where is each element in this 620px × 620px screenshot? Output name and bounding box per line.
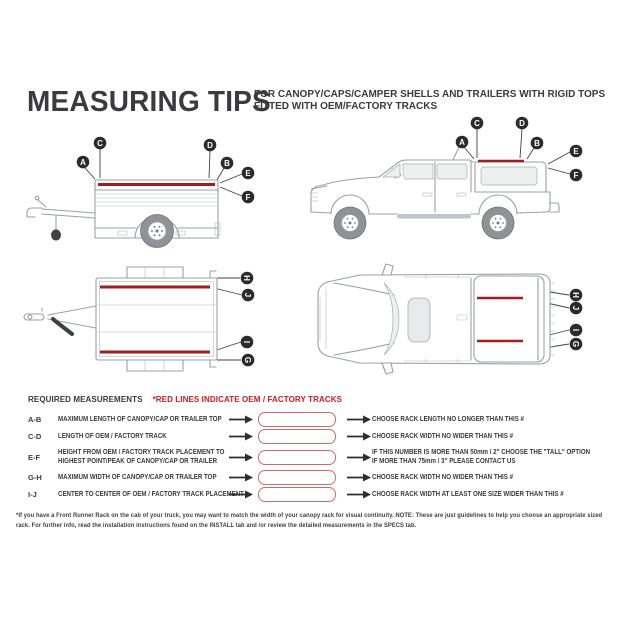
label-badge-j <box>570 302 583 315</box>
svg-text:D: D <box>519 119 525 128</box>
truck-front-wheel <box>334 207 366 239</box>
row-note: CHOOSE RACK WIDTH AT LEAST ONE SIZE WIDER THAN THIS # <box>372 490 564 498</box>
measurement-entry-box[interactable] <box>258 412 336 427</box>
arrow-right-icon <box>228 432 254 441</box>
label-badge-i <box>241 336 254 349</box>
section-title: REQUIRED MEASUREMENTS <box>28 395 143 404</box>
svg-text:C: C <box>474 119 480 128</box>
svg-text:A: A <box>459 138 465 147</box>
row-description: MAXIMUM WIDTH OF CANOPY/CAP OR TRAILER TOP <box>58 473 217 481</box>
label-badge-b <box>221 157 234 170</box>
row-note-line1: IF THIS NUMBER IS MORE THAN 50mm / 2" CHOOSE THE "TALL" OPTION <box>372 448 591 456</box>
label-badge-h <box>241 272 254 285</box>
arrow-right-icon <box>228 473 254 482</box>
row-id: G-H <box>28 473 42 482</box>
row-note-line2: IF MORE THAN 75mm / 3" PLEASE CONTACT US <box>372 458 516 465</box>
subtitle-line-2: FITTED WITH OEM/FACTORY TRACKS <box>254 100 438 112</box>
arrow-right-icon <box>346 453 372 462</box>
row-description: MAXIMUM LENGTH OF CANOPY/CAP OR TRAILER TOP <box>58 415 222 423</box>
measurement-row-ij <box>28 486 604 503</box>
label-badge-g <box>242 354 255 367</box>
row-id: I-J <box>28 490 37 499</box>
measurement-entry-box[interactable] <box>258 429 336 444</box>
row-note: CHOOSE RACK WIDTH NO WIDER THAN THIS # <box>372 432 514 440</box>
page-title: MEASURING TIPS <box>27 85 271 118</box>
arrow-right-icon <box>346 490 372 499</box>
label-badge-e <box>242 167 255 180</box>
trailer-top-tongue <box>24 306 96 334</box>
measurement-row-cd <box>28 428 604 445</box>
row-id: A-B <box>28 415 42 424</box>
row-id: E-F <box>28 452 41 462</box>
side-mirror-bottom <box>382 363 393 374</box>
trailer-top-body <box>96 267 217 371</box>
measurements-table <box>28 411 604 503</box>
truck-top-canopy <box>474 276 555 362</box>
label-badge-d <box>204 139 217 152</box>
row-description: LENGTH OF OEM / FACTORY TRACK <box>58 432 167 440</box>
svg-text:F: F <box>573 171 579 180</box>
row-description-line1: HEIGHT FROM OEM / FACTORY TRACK PLACEMENT TO <box>58 448 225 456</box>
svg-text:J: J <box>243 292 252 298</box>
arrow-right-icon <box>346 473 372 482</box>
truck-windows <box>383 164 467 179</box>
measurements-section-header <box>28 395 342 404</box>
label-badge-a <box>77 156 90 169</box>
truck-side-view-diagram <box>303 113 603 253</box>
label-badge-c <box>94 137 107 150</box>
trailer-drawbar <box>27 196 95 240</box>
svg-text:I: I <box>571 328 580 332</box>
label-badge-c <box>471 117 484 130</box>
footnote: *If you have a Front Runner Rack on the cab of your truck, you may want to match the width of your canopy rack for visual continuity. NOTE: These are just guidelines to help you choose an appropriate sized rack. For further info, read the installation instructions found on the INSTALL tab and /or review the detailed measurements in the SPECS tab. <box>16 512 603 530</box>
measurement-row-ef <box>28 445 604 469</box>
truck-top-view-diagram <box>298 253 605 377</box>
label-badge-h <box>570 289 583 302</box>
label-badge-j <box>242 289 255 302</box>
svg-text:B: B <box>224 159 230 168</box>
red-lines-legend: *RED LINES INDICATE OEM / FACTORY TRACKS <box>152 395 343 404</box>
svg-text:H: H <box>242 275 251 281</box>
svg-text:B: B <box>534 139 540 148</box>
label-badge-f <box>570 169 583 182</box>
arrow-right-icon <box>346 432 372 441</box>
trailer-side-view-diagram <box>18 128 270 255</box>
subtitle-line-1: FOR CANOPY/CAPS/CAMPER SHELLS AND TRAILERS WITH RIGID TOPS <box>254 89 606 100</box>
label-badge-e <box>570 145 583 158</box>
arrow-right-icon <box>228 415 254 424</box>
svg-text:G: G <box>243 356 252 364</box>
measurement-row-gh <box>28 469 604 486</box>
label-badge-f <box>242 191 255 204</box>
page-subtitle <box>254 89 605 112</box>
svg-text:E: E <box>245 169 251 178</box>
side-mirror-top <box>382 264 393 275</box>
truck-rear-wheel <box>482 207 514 239</box>
svg-text:I: I <box>242 340 251 344</box>
label-badge-g <box>570 338 583 351</box>
row-description: CENTER TO CENTER OF OEM / FACTORY TRACK PLACEMENT <box>58 490 244 498</box>
measurement-entry-box[interactable] <box>258 487 336 502</box>
label-badge-a <box>456 136 469 149</box>
svg-text:H: H <box>571 292 580 298</box>
row-description-line2: HIGHEST POINT/PEAK OF CANOPY/CAP OR TRAILER <box>58 458 218 465</box>
svg-text:A: A <box>80 158 86 167</box>
arrow-right-icon <box>228 453 254 462</box>
svg-text:D: D <box>207 141 213 150</box>
measurement-entry-box[interactable] <box>258 450 336 465</box>
svg-text:C: C <box>97 139 103 148</box>
trailer-wheel <box>141 215 174 248</box>
label-badge-b <box>531 137 544 150</box>
svg-text:E: E <box>573 147 579 156</box>
label-badge-i <box>570 324 583 337</box>
measurement-entry-box[interactable] <box>258 470 336 485</box>
truck-canopy-outline <box>475 162 559 212</box>
measurement-row-ab <box>28 411 604 428</box>
svg-text:F: F <box>245 193 251 202</box>
trailer-top-view-diagram <box>18 256 270 380</box>
row-note: CHOOSE RACK LENGTH NO LONGER THAN THIS # <box>372 415 524 423</box>
svg-text:G: G <box>571 340 580 348</box>
row-note: CHOOSE RACK WIDTH NO WIDER THAN THIS # <box>372 473 514 481</box>
row-id: C-D <box>28 432 42 441</box>
svg-text:J: J <box>571 305 580 311</box>
label-badge-d <box>516 117 529 130</box>
arrow-right-icon <box>346 415 372 424</box>
